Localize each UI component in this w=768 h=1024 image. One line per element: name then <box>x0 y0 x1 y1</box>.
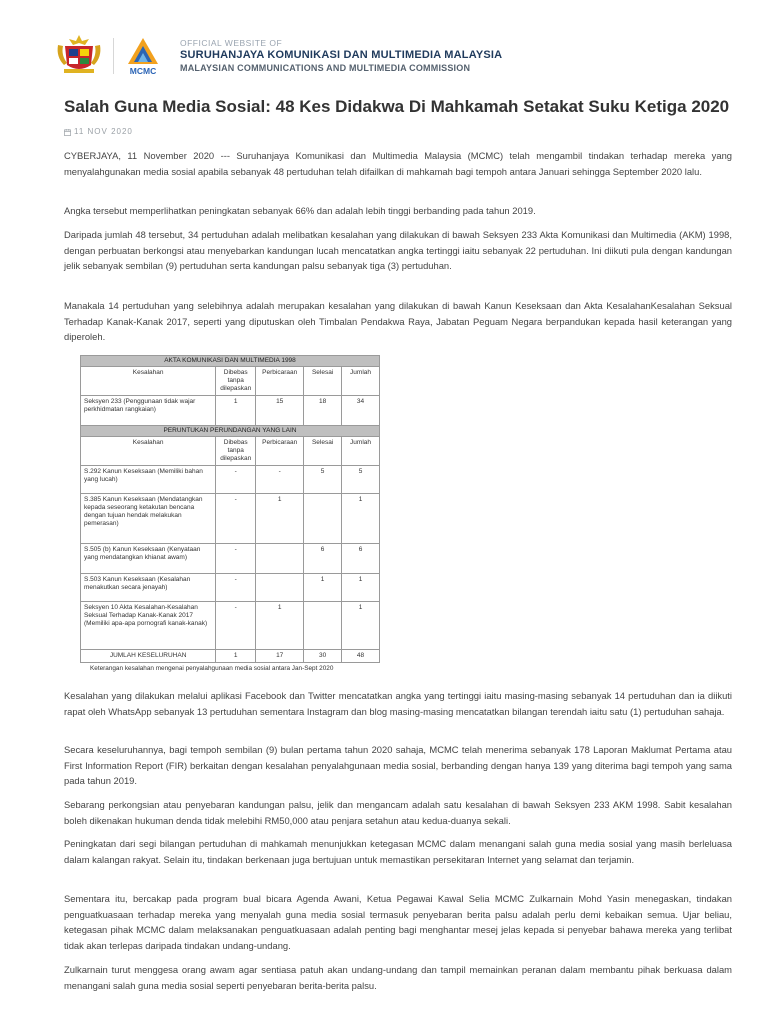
logo-divider <box>113 38 114 74</box>
mcmc-logo-text: MCMC <box>129 66 157 76</box>
table-row: Seksyen 10 Akta Kesalahan-Kesalahan Seksual Terhadap Kanak-Kanak 2017 (Memiliki apa-apa pornografi kanak-kanak) - 1 1 <box>81 602 380 650</box>
table-section-header: AKTA KOMUNIKASI DAN MULTIMEDIA 1998 <box>81 356 380 367</box>
brand-block <box>180 38 502 74</box>
table-row: S.505 (b) Kanun Keseksaan (Kenyataan yang mendatangkan khianat awam) - 6 6 <box>81 544 380 574</box>
official-website-label: OFFICIAL WEBSITE OF <box>180 38 283 48</box>
article-title: Salah Guna Media Sosial: 48 Kes Didakwa Di Mahkamah Setakat Suku Ketiga 2020 <box>64 97 730 116</box>
table-row: S.503 Kanun Keseksaan (Kesalahan menakutkan secara jenayah) - 1 1 <box>81 574 380 602</box>
article-paragraph: Daripada jumlah 48 tersebut, 34 pertuduhan adalah melibatkan kesalahan yang dilakukan di bawah Seksyen 233 Akta Komunikasi dan Multimedia (AKM) 1998, dengan perbuatan berkongsi atau menyebarkan kandungan lucah mencatatkan angka tertinggi iaitu sebanyak 22 pertuduhan. Ini diikuti pula dengan kandungan jelik sebanyak sembilan (9) pertuduhan serta kandungan palsu sebanyak tiga (3) pertuduhan. <box>64 229 732 272</box>
table-row: Seksyen 233 (Penggunaan tidak wajar perkhidmatan rangkaian) 1 15 18 34 <box>81 396 380 426</box>
table-header-row: Kesalahan Dibebas tanpa dilepaskan Perbicaraan Selesai Jumlah <box>81 437 380 466</box>
org-name: SURUHANJAYA KOMUNIKASI DAN MULTIMEDIA MALAYSIA <box>180 49 503 61</box>
site-header <box>0 0 768 88</box>
table-caption: Keterangan kesalahan mengenai penyalahgunaan media sosial antara Jan-Sept 2020 <box>90 665 334 672</box>
article-paragraph: Zulkarnain turut menggesa orang awam agar sentiasa patuh akan undang-undang dan tampil memainkan peranan dalam membantu pihak berkuasa dalam menangani salah guna media sosial seperti penyebaran berita-berita palsu. <box>64 964 732 991</box>
article-paragraph: Sementara itu, bercakap pada program bual bicara Agenda Awani, Ketua Pegawai Kawal Selia MCMC Zulkarnain Mohd Yasin menegaskan, tindakan penguatkuasaan terhadap mereka yang menyalah guna media sosial termasuk penyebaran berita palsu adalah perlu demi kebaikan semua. Ujar beliau, ketegasan pihak MCMC dalam melaksanakan penguatkuasaan adalah penting bagi menghantar mesej jelas kepada si penyebar bahawa mereka yang terlibat tidak akan terlepas daripada tindakan undang-undang. <box>64 893 732 951</box>
article-paragraph: Angka tersebut memperlihatkan peningkatan sebanyak 66% dan adalah lebih tinggi berbanding pada tahun 2019. <box>64 205 536 216</box>
org-name-english: MALAYSIAN COMMUNICATIONS AND MULTIMEDIA COMMISSION <box>180 63 471 73</box>
article-paragraph: CYBERJAYA, 11 November 2020 --- Suruhanjaya Komunikasi dan Multimedia Malaysia (MCMC) telah mengambil tindakan terhadap mereka yang menyalahgunakan media sosial apabila sebanyak 48 pertuduhan telah difailkan di mahkamah bagi tempoh antara Januari sehingga September 2020 lalu. <box>64 150 732 177</box>
article-paragraph: Manakala 14 pertuduhan yang selebihnya adalah merupakan kesalahan yang dilakukan di bawah Kanun Keseksaan dan Akta KesalahanKesalahan Seksual Terhadap Kanak-Kanak 2017, seperti yang diputuskan oleh Timbalan Pendakwa Raya, Jabatan Peguam Negara berpandukan kepada hasil keterangan yang diperoleh. <box>64 300 732 343</box>
calendar-icon <box>64 129 71 136</box>
article-paragraph: Secara keseluruhannya, bagi tempoh sembilan (9) bulan pertama tahun 2020 sahaja, MCMC telah menerima sebanyak 178 Laporan Maklumat Pertama atau First Information Report (FIR) berkaitan dengan kesalahan penyalahgunaan media sosial, berbanding dengan hanya 139 yang diterima bagi tempoh yang sama pada tahun 2019. <box>64 744 732 787</box>
table-header-row: Kesalahan Dibebas tanpa dilepaskan Perbicaraan Selesai Jumlah <box>81 367 380 396</box>
statistics-table-figure <box>80 355 380 673</box>
article-paragraph: Kesalahan yang dilakukan melalui aplikasi Facebook dan Twitter mencatatkan angka yang tertinggi iaitu masing-masing sebanyak 14 pertuduhan dan ia diikuti rapat oleh WhatsApp sebanyak 13 pertuduhan sementara Instagram dan blog masing-masing mencatatkan bilangan terendah iaitu satu (1) pertuduhan sahaja. <box>64 690 732 717</box>
statistics-table <box>80 355 380 663</box>
article-paragraph: Sebarang perkongsian atau penyebaran kandungan palsu, jelik dan mengancam adalah satu kesalahan di bawah Seksyen 233 AKM 1998. Sabit kesalahan boleh dikenakan hukuman denda tidak melebihi RM50,000 atau penjara setahun atau kedua-duanya sekali. <box>64 799 732 826</box>
table-total-row: JUMLAH KESELURUHAN 1 17 30 48 <box>81 650 380 663</box>
mcmc-logo[interactable] <box>120 36 166 76</box>
article-date <box>64 127 133 137</box>
table-section-header: PERUNTUKAN PERUNDANGAN YANG LAIN <box>81 426 380 437</box>
article-paragraph: Peningkatan dari segi bilangan pertuduhan di mahkamah menunjukkan ketegasan MCMC dalam menangani salah guna media sosial yang masih berleluasa dalam kalangan rakyat. Selain itu, tindakan berkenaan juga bertujuan untuk memastikan persekitaran Internet yang selamat dan terjamin. <box>64 838 732 865</box>
table-row: S.385 Kanun Keseksaan (Mendatangkan kepada seseorang ketakutan bencana dengan tujuan hendak melakukan pemerasan) - 1 1 <box>81 494 380 544</box>
article-date-text: 11 NOV 2020 <box>74 127 133 136</box>
coat-of-arms-icon <box>55 33 103 77</box>
table-row: S.292 Kanun Keseksaan (Memiliki bahan yang lucah) - - 5 5 <box>81 466 380 494</box>
